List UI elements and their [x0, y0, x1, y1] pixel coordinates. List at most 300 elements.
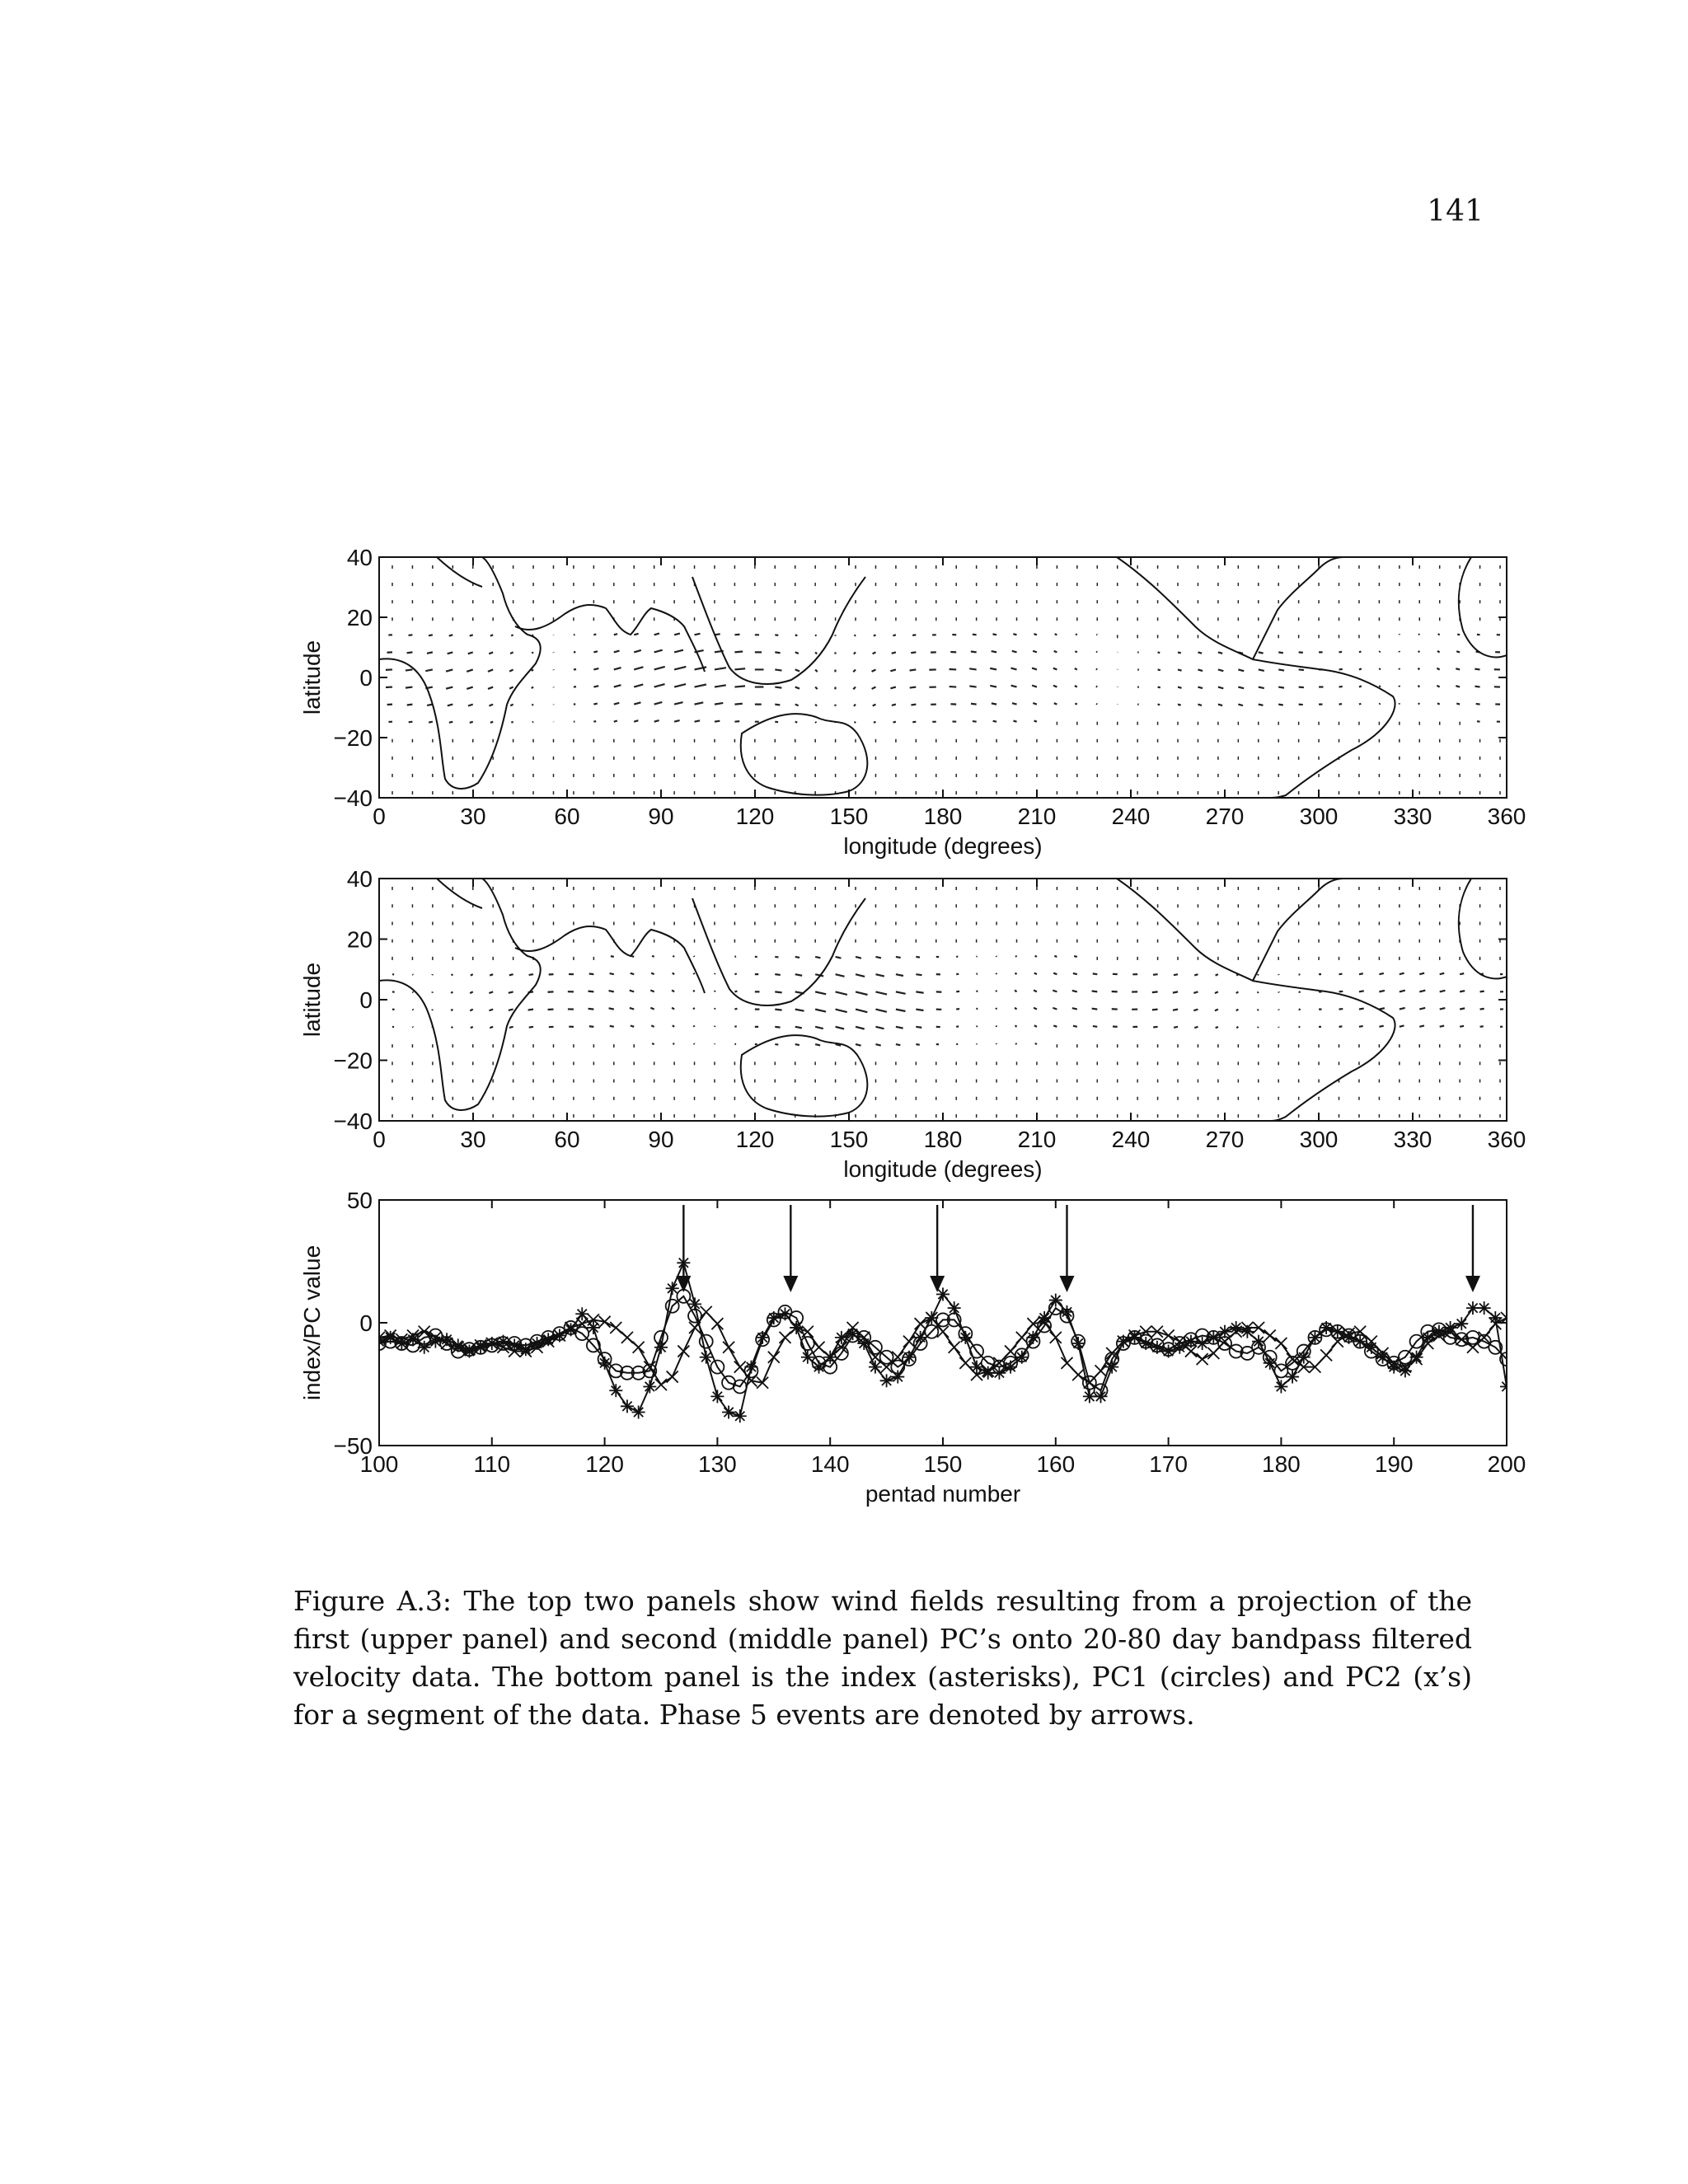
wind-vector — [1437, 686, 1439, 687]
x-marker — [959, 1357, 971, 1369]
wind-vector — [452, 974, 453, 975]
x-tick-label: 330 — [1393, 804, 1432, 829]
wind-vector — [1258, 991, 1259, 992]
wind-vector — [734, 1026, 736, 1027]
wind-vector — [874, 722, 875, 723]
wind-vector — [815, 1027, 823, 1029]
wind-vector — [674, 684, 686, 687]
wind-vector — [674, 667, 686, 670]
wind-vector — [673, 1025, 674, 1027]
wind-vector — [1194, 974, 1198, 975]
wind-vector — [490, 722, 493, 723]
wind-vector — [695, 702, 704, 704]
asterisk-marker — [722, 1405, 735, 1418]
wind-vector — [1238, 669, 1244, 671]
wind-vector — [775, 722, 778, 723]
phase5-arrow — [1465, 1205, 1480, 1292]
wind-vector — [775, 652, 780, 653]
x-tick-label: 180 — [923, 1127, 963, 1152]
x-tick-label: 30 — [460, 804, 486, 829]
wind-vector — [1299, 687, 1304, 688]
wind-vector — [977, 1026, 978, 1027]
x-tick-label: 170 — [1149, 1451, 1188, 1477]
wind-vector — [910, 687, 917, 688]
wind-vector — [977, 1008, 978, 1009]
wind-vector — [872, 669, 876, 671]
x-tick-label: 160 — [1036, 1451, 1076, 1477]
wind-vector — [1359, 651, 1361, 652]
wind-vector — [1475, 669, 1479, 670]
wind-vector — [977, 1043, 978, 1044]
wind-vector — [467, 669, 473, 671]
wind-vector — [509, 991, 513, 992]
x-tick-label: 110 — [473, 1451, 511, 1477]
wind-vector — [875, 1010, 886, 1012]
wind-vector — [471, 1027, 473, 1028]
wind-vector — [916, 957, 920, 958]
wind-vector — [916, 974, 921, 975]
wind-vector — [1359, 686, 1362, 687]
wind-vector — [969, 686, 976, 687]
x-tick-label: 300 — [1299, 804, 1339, 829]
wind-vector — [614, 721, 617, 722]
wind-vector — [589, 1026, 594, 1027]
axes-frame-2 — [379, 879, 1507, 1121]
wind-vector — [775, 957, 778, 958]
y-tick-label: 0 — [359, 1310, 373, 1336]
wind-vector — [631, 973, 634, 974]
y-tick-label: −20 — [333, 1047, 373, 1074]
wind-vector — [795, 957, 799, 958]
wind-vector — [1053, 1008, 1057, 1010]
wind-vector — [471, 974, 473, 975]
x-tick-label: 300 — [1299, 1127, 1339, 1152]
wind-vector — [734, 651, 743, 652]
wind-vector — [1278, 687, 1284, 688]
wind-vector — [1053, 991, 1057, 992]
x-marker — [1050, 1332, 1062, 1343]
wind-vector — [1034, 721, 1037, 722]
wind-vector — [815, 957, 820, 958]
wind-vector — [634, 650, 641, 652]
x-tick-label: 270 — [1205, 1127, 1245, 1152]
wind-vector — [1198, 652, 1202, 653]
wind-vector — [856, 991, 867, 995]
y-tick-label: −50 — [333, 1433, 373, 1459]
wind-vector — [956, 991, 959, 992]
wind-vector — [1198, 669, 1203, 671]
wind-vector — [856, 974, 865, 977]
x-tick-label: 140 — [810, 1451, 850, 1477]
wind-vector — [510, 652, 513, 654]
wind-vector — [1339, 669, 1343, 670]
wind-vector — [1174, 1027, 1178, 1028]
y-tick-label: 50 — [346, 1188, 373, 1213]
y-tick-label: 0 — [359, 665, 373, 691]
wind-vector — [893, 722, 896, 723]
wind-vector — [734, 704, 742, 705]
wind-vector — [775, 687, 781, 688]
x-marker — [1207, 1347, 1219, 1359]
asterisk-marker — [666, 1282, 679, 1295]
wind-vector — [1034, 1008, 1037, 1010]
wind-vector — [695, 634, 701, 635]
x-marker — [678, 1346, 689, 1357]
axes-frame-3 — [379, 1200, 1507, 1446]
x-tick-label: 240 — [1111, 804, 1151, 829]
x-marker — [802, 1326, 814, 1338]
wind-vector — [1418, 686, 1419, 687]
wind-vector — [836, 957, 842, 958]
wind-vector — [1215, 1010, 1218, 1011]
y-axis-label: latitude — [299, 640, 325, 715]
wind-vector — [896, 991, 906, 993]
wind-vector — [1174, 974, 1178, 975]
x-tick-label: 120 — [735, 804, 775, 829]
greenland-coast — [1459, 557, 1507, 657]
wind-vector — [427, 652, 433, 653]
wind-vector — [1015, 956, 1016, 957]
wind-vector — [854, 652, 856, 654]
wind-vector — [490, 974, 493, 975]
wind-vector — [1153, 974, 1158, 975]
wind-vector — [532, 669, 533, 671]
wind-vector — [470, 722, 473, 723]
wind-vector — [1215, 991, 1218, 993]
wind-vector — [1035, 1043, 1037, 1044]
wind-vector — [1053, 1025, 1057, 1026]
x-axis-label: pentad number — [865, 1481, 1021, 1507]
wind-vector — [468, 652, 473, 654]
wind-vector — [853, 687, 856, 690]
wind-vector — [654, 720, 659, 722]
wind-vector — [872, 687, 876, 689]
x-marker — [1197, 1353, 1208, 1365]
wind-vector — [1054, 651, 1057, 652]
wind-vector — [1158, 687, 1160, 688]
wind-vector — [1093, 1026, 1097, 1027]
wind-map-panel-2 — [299, 866, 1526, 1182]
wind-vector — [795, 669, 799, 671]
y-axis-label: latitude — [299, 962, 325, 1038]
wind-vector — [532, 687, 533, 689]
wind-vector — [588, 991, 594, 992]
wind-vector — [1480, 1009, 1484, 1010]
wind-vector — [1238, 687, 1244, 689]
wind-vector — [1456, 651, 1460, 652]
wind-vector — [1437, 668, 1439, 670]
wind-vector — [452, 1027, 453, 1028]
wind-vector — [1178, 652, 1181, 653]
wind-vector — [694, 1043, 695, 1044]
wind-vector — [1034, 634, 1037, 635]
wind-vector — [1015, 973, 1017, 975]
wind-vector — [674, 650, 683, 653]
wind-vector — [1379, 973, 1383, 974]
wind-vector — [412, 1027, 413, 1028]
wind-vector — [795, 687, 799, 689]
wind-vector — [916, 991, 923, 992]
x-marker — [1005, 1346, 1016, 1357]
wind-vector — [532, 652, 533, 653]
wind-vector — [815, 652, 817, 654]
wind-vector — [446, 687, 452, 689]
x-marker — [701, 1306, 712, 1318]
wind-vector — [853, 669, 856, 672]
wind-vector — [1053, 973, 1057, 974]
wind-vector — [815, 1044, 820, 1045]
wind-vector — [1440, 991, 1446, 992]
wind-vector — [429, 722, 433, 723]
africa-coast — [379, 879, 541, 1110]
page-number: 141 — [1427, 194, 1484, 228]
wind-vector — [892, 652, 896, 653]
wind-vector — [654, 667, 665, 670]
wind-vector — [1075, 668, 1077, 669]
wind-vector — [1418, 634, 1419, 635]
wind-vector — [815, 669, 817, 672]
wind-vector — [451, 1010, 452, 1011]
wind-vector — [614, 703, 619, 705]
wind-vector — [451, 991, 452, 993]
wind-vector — [875, 957, 881, 958]
y-tick-label: 20 — [346, 605, 373, 630]
x-tick-label: 210 — [1017, 804, 1057, 829]
wind-vector — [1218, 687, 1223, 689]
wind-vector — [1178, 669, 1182, 670]
wind-vector — [795, 722, 798, 723]
greenland-coast — [1459, 879, 1507, 978]
x-marker — [734, 1361, 746, 1373]
wind-vector — [896, 1044, 900, 1045]
wind-vector — [650, 990, 654, 991]
wind-vector — [956, 1009, 959, 1010]
wind-vector — [1034, 973, 1037, 975]
wind-vector — [993, 721, 996, 722]
wind-vector — [971, 704, 977, 705]
x-marker — [633, 1342, 645, 1353]
asterisk-marker — [1049, 1294, 1062, 1307]
europe-coast — [437, 557, 482, 587]
wind-vector — [654, 634, 659, 635]
wind-vector — [912, 722, 916, 723]
x-marker — [903, 1336, 915, 1347]
wind-vector — [795, 652, 799, 654]
wind-vector — [1259, 687, 1264, 688]
wind-vector — [916, 1044, 919, 1045]
wind-vector — [509, 687, 513, 689]
coastlines-2 — [379, 879, 1507, 1121]
x-marker — [689, 1322, 701, 1333]
wind-vector — [651, 973, 654, 975]
wind-vector — [890, 669, 896, 671]
wind-vector — [1339, 991, 1343, 992]
wind-vector — [1400, 1025, 1404, 1026]
wind-vector — [1015, 1008, 1016, 1010]
wind-vector — [1299, 991, 1301, 992]
y-tick-label: 40 — [346, 545, 373, 570]
wind-vector — [695, 684, 706, 687]
wind-vector — [911, 652, 916, 653]
wind-vector — [673, 956, 674, 957]
x-marker — [1264, 1329, 1276, 1341]
seasia-coast — [692, 577, 865, 684]
wind-vector — [795, 1027, 802, 1029]
wind-vector — [977, 956, 978, 957]
australia-coast — [741, 1035, 868, 1117]
x-tick-label: 150 — [829, 1127, 869, 1152]
wind-vector — [1073, 1026, 1077, 1027]
x-tick-label: 150 — [829, 804, 869, 829]
x-marker — [621, 1332, 633, 1343]
y-tick-label: 40 — [346, 866, 373, 892]
x-tick-label: 360 — [1487, 804, 1526, 829]
wind-vector — [896, 957, 901, 958]
wind-vector — [1418, 703, 1419, 704]
x-marker — [723, 1342, 734, 1353]
x-tick-label: 190 — [1374, 1451, 1414, 1477]
wind-vector — [815, 991, 826, 994]
wind-vector — [593, 704, 597, 705]
wind-vector — [1278, 669, 1284, 670]
wind-vector — [1054, 703, 1057, 704]
wind-vector — [775, 1027, 780, 1028]
wind-vector — [630, 991, 634, 992]
wind-vector — [634, 702, 640, 704]
wind-vector — [609, 1008, 614, 1009]
x-tick-label: 240 — [1111, 1127, 1151, 1152]
wind-vector — [1236, 1010, 1239, 1011]
africa-coast — [379, 557, 541, 789]
wind-vector — [673, 1043, 674, 1044]
wind-vector — [973, 721, 977, 722]
wind-vector — [1075, 686, 1077, 687]
wind-vector — [1055, 634, 1057, 635]
wind-vector — [489, 652, 493, 654]
wind-vector — [1178, 687, 1182, 688]
wind-vector — [446, 669, 452, 671]
wind-vector — [990, 686, 996, 687]
wind-vector — [1033, 651, 1037, 653]
wind-vector — [856, 1044, 861, 1046]
wind-vector — [1258, 1027, 1259, 1028]
x-tick-label: 0 — [373, 1127, 386, 1152]
wind-vector — [611, 956, 614, 957]
x-marker — [1072, 1369, 1084, 1380]
wind-vector — [1096, 668, 1097, 669]
wind-vector — [1218, 652, 1222, 653]
wind-vector — [996, 1025, 997, 1026]
wind-vector — [1359, 704, 1361, 705]
south-america-coast — [1253, 981, 1395, 1121]
wind-vector — [1015, 1025, 1017, 1027]
x-tick-label: 200 — [1487, 1451, 1526, 1477]
x-tick-label: 150 — [923, 1451, 963, 1477]
wind-vector — [614, 651, 620, 653]
timeseries-panel — [299, 1188, 1535, 1507]
wind-vector — [695, 720, 701, 721]
wind-vector — [1379, 686, 1380, 687]
wind-vector — [896, 1027, 903, 1029]
wind-vector — [488, 669, 493, 671]
wind-vector — [1032, 686, 1037, 687]
wind-vector — [406, 687, 412, 688]
axis-2 — [299, 866, 1526, 1182]
x-tick-label: 120 — [735, 1127, 775, 1152]
wind-vector — [654, 684, 665, 687]
wind-vector — [509, 974, 513, 975]
wind-vector — [910, 669, 917, 670]
wind-vector — [1278, 652, 1283, 653]
wind-vector — [672, 1008, 674, 1010]
wind-vector — [1437, 703, 1440, 704]
wind-vector — [977, 973, 978, 974]
wind-vector — [532, 722, 533, 723]
x-marker — [1523, 1318, 1535, 1329]
wind-vector — [916, 1027, 921, 1028]
wind-vector — [1460, 1008, 1465, 1009]
wind-vector — [694, 1025, 695, 1026]
wind-vector — [425, 669, 433, 671]
phase5-arrow — [783, 1205, 798, 1292]
wind-vector — [734, 686, 745, 687]
wind-vector — [1299, 669, 1304, 670]
wind-vector — [795, 705, 799, 706]
wind-vector — [715, 703, 723, 705]
seasia-coast — [692, 898, 865, 1005]
wind-vector — [651, 1025, 654, 1027]
wind-vector — [795, 1010, 804, 1011]
wind-vector — [1011, 686, 1017, 687]
phase5-arrow — [930, 1205, 945, 1292]
wind-vector — [969, 668, 976, 669]
x-tick-label: 180 — [923, 804, 963, 829]
wind-vector — [1400, 991, 1405, 992]
wind-vector — [1216, 1027, 1218, 1028]
wind-vector — [875, 1027, 884, 1029]
wind-vector — [610, 973, 614, 974]
x-marker — [1512, 1306, 1524, 1318]
y-tick-label: 20 — [346, 926, 373, 953]
x-tick-label: 90 — [648, 1127, 674, 1152]
wind-vector — [614, 668, 621, 669]
wind-vector — [412, 991, 413, 992]
wind-vector — [1418, 668, 1419, 670]
wind-vector — [1053, 668, 1057, 670]
x-marker — [1163, 1329, 1175, 1341]
wind-vector — [715, 721, 720, 722]
wind-vector — [815, 687, 817, 690]
wind-vector — [588, 1009, 594, 1010]
asterisk-marker — [609, 1384, 622, 1397]
wind-vector — [854, 705, 856, 706]
wind-vector — [775, 974, 780, 975]
wind-vector — [1480, 1026, 1484, 1027]
wind-vector — [856, 1010, 867, 1013]
timeseries-series — [373, 1256, 1535, 1422]
x-tick-label: 60 — [554, 1127, 580, 1152]
wind-vector — [1476, 704, 1480, 705]
wind-vector — [836, 1010, 847, 1012]
wind-vector — [490, 1027, 493, 1028]
x-axis-label: longitude (degrees) — [843, 1156, 1043, 1182]
wind-vector — [1258, 974, 1259, 975]
wind-vector — [488, 687, 493, 689]
wind-vector — [1456, 704, 1460, 705]
wind-vector — [489, 991, 493, 993]
wind-vector — [1339, 1009, 1343, 1010]
wind-vector — [1054, 956, 1057, 957]
